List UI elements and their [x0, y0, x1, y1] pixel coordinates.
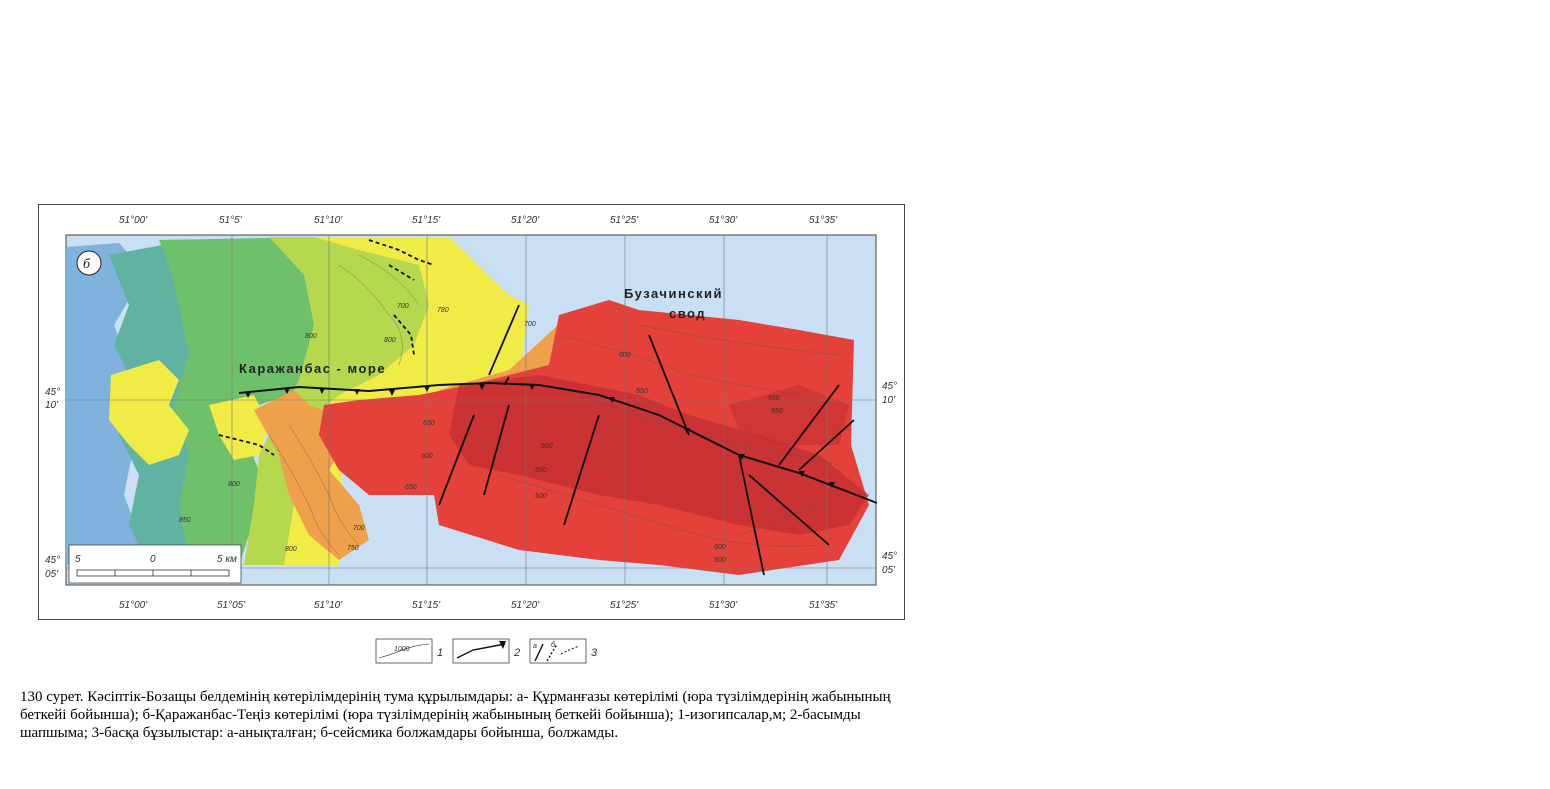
longitude-label: 51°25' — [610, 215, 639, 226]
contour-label: 800 — [305, 333, 317, 340]
scale-label-right: 5 км — [217, 554, 237, 565]
latitude-label: 45° — [882, 551, 898, 562]
region-label-buzachi: Бузачинский — [624, 286, 724, 301]
contour-label: 800 — [285, 546, 297, 553]
longitude-label: 51°20' — [511, 215, 540, 226]
contour-label: 550 — [535, 467, 547, 474]
top-longitude-labels — [119, 215, 838, 226]
structural-map — [38, 204, 905, 620]
latitude-label: 45° — [45, 555, 61, 566]
latitude-label: 10' — [45, 400, 59, 411]
scale-label-mid: 0 — [150, 554, 156, 565]
contour-label: 700 — [524, 321, 536, 328]
scale-bar — [69, 545, 241, 583]
contour-label: 800 — [384, 337, 396, 344]
longitude-label: 51°10' — [314, 215, 343, 226]
latitude-label: 05' — [882, 565, 896, 576]
contour-label: 700 — [353, 525, 365, 532]
longitude-label: 51°35' — [809, 600, 838, 611]
longitude-label: 51°30' — [709, 215, 738, 226]
region-label-karazhanbas: Каражанбас - море — [239, 361, 387, 376]
latitude-label: 05' — [45, 569, 59, 580]
bottom-longitude-labels — [119, 600, 838, 611]
legend-number-1: 1 — [437, 647, 444, 659]
contour-label: 650 — [405, 484, 417, 491]
longitude-label: 51°30' — [709, 600, 738, 611]
contour-label: 600 — [541, 443, 553, 450]
legend-fault-a: а — [533, 643, 537, 650]
scale-label-left: 5 — [75, 554, 81, 565]
latitude-label: 10' — [882, 395, 896, 406]
contour-label: 800 — [228, 481, 240, 488]
longitude-label: 51°10' — [314, 600, 343, 611]
contour-label: 850 — [179, 517, 191, 524]
panel-label: б — [83, 257, 91, 272]
legend-number-3: 3 — [591, 647, 598, 659]
legend-box-faults — [530, 639, 586, 663]
longitude-label: 51°25' — [610, 600, 639, 611]
figure-caption: 130 сурет. Кәсіптік-Бозащы белдемінің көтерілімдерінің тума құрылымдары: а- Құрманғазы көтерілімі (юра түзілімдерінің жабынының беткейі бойынша); б-Қаражанбас-Теңіз көтерілімі (юра түзілімдерінің жабынының беткейі бойынша); 1-изогипсалар,м; 2-басымды шапшыма; 3-басқа бұзылыстар: а-анықталған; б-сейсмика болжамдары бойынша, болжамды. — [20, 689, 891, 741]
longitude-label: 51°05' — [217, 600, 246, 611]
longitude-label: 51°20' — [511, 600, 540, 611]
contour-label: 650 — [423, 420, 435, 427]
latitude-label: 45° — [882, 381, 898, 392]
contour-label: 500 — [535, 493, 547, 500]
longitude-label: 51°15' — [412, 600, 441, 611]
longitude-label: 51°35' — [809, 215, 838, 226]
contour-label: 600 — [421, 453, 433, 460]
region-label-svod: свод — [669, 306, 707, 321]
longitude-label: 51°15' — [412, 215, 441, 226]
map-legend — [375, 636, 610, 666]
contour-label: 500 — [714, 557, 726, 564]
legend-fault-b: б — [551, 642, 555, 649]
latitude-label: 45° — [45, 387, 61, 398]
longitude-label: 51°00' — [119, 600, 148, 611]
longitude-label: 51°00' — [119, 215, 148, 226]
contour-label: 780 — [437, 307, 449, 314]
legend-isohypse-value: 1000 — [394, 646, 410, 653]
contour-label: 550 — [771, 408, 783, 415]
contour-label: 750 — [347, 545, 359, 552]
contour-label: 550 — [636, 388, 648, 395]
legend-number-2: 2 — [514, 647, 521, 659]
longitude-label: 51°5' — [219, 215, 242, 226]
contour-label: 600 — [714, 544, 726, 551]
contour-label: 550 — [768, 395, 780, 402]
contour-label: 600 — [619, 352, 631, 359]
contour-label: 700 — [397, 303, 409, 310]
